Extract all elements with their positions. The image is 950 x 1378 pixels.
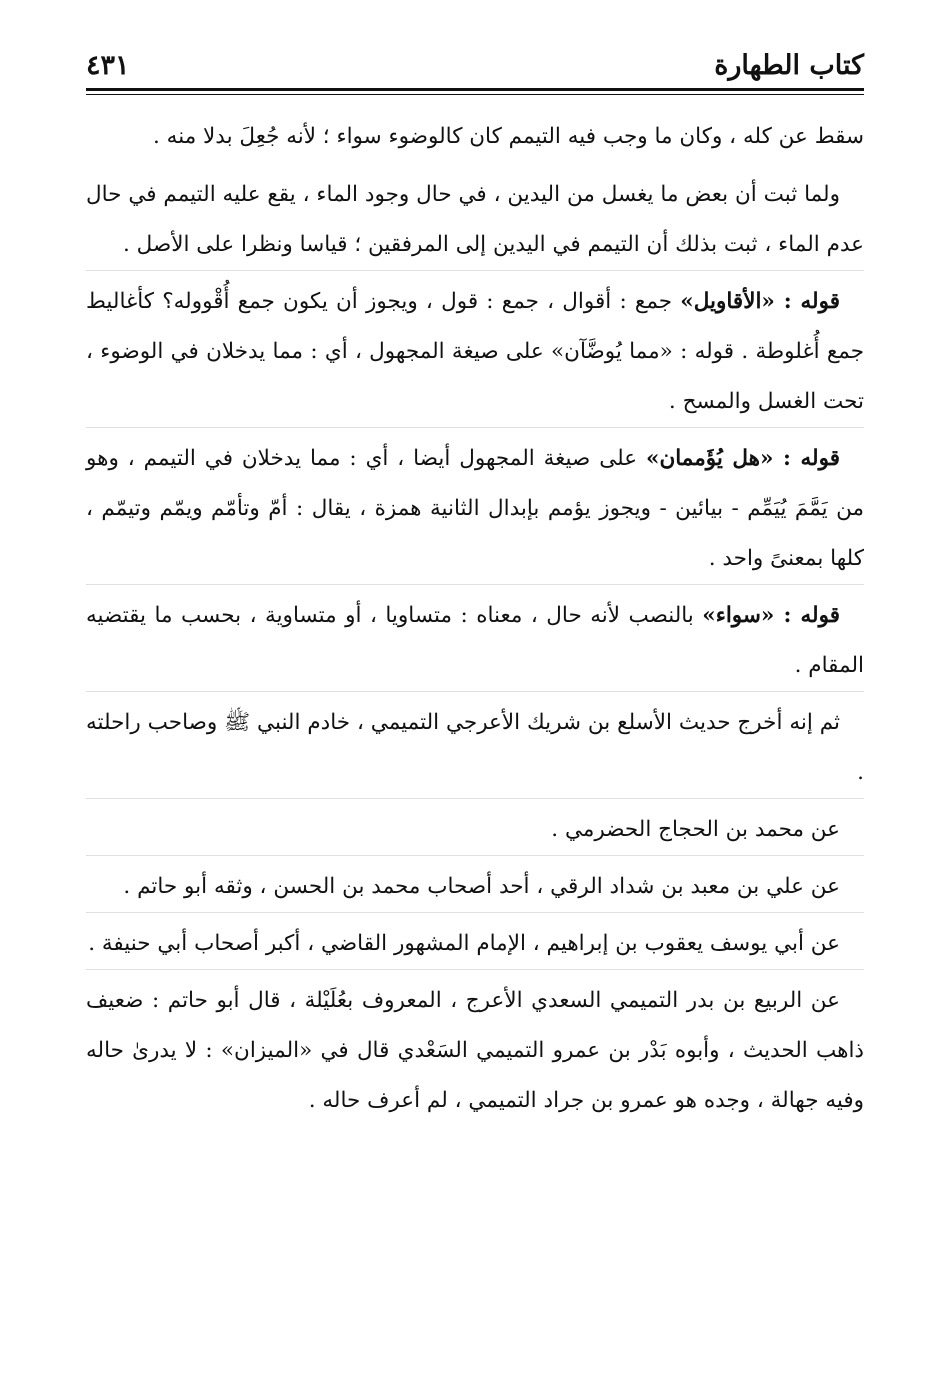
paragraph-text: جمع : أقوال ، جمع : قول ، ويجوز أن يكون جمع أُقْووله؟ كأغاليط جمع أُغلوطة . قوله : «مما يُوضَّآن» على صيغة المجهول ، أي : مما يدخلان في الوضوء ، تحت الغسل والمسح . — [86, 289, 864, 414]
paragraph-text: بالنصب لأنه حال ، معناه : متساويا ، أو متساوية ، بحسب ما يقتضيه المقام . — [86, 603, 864, 678]
paragraph-separator — [86, 427, 864, 428]
header-rule-thin — [86, 94, 864, 95]
paragraph-text: ثم إنه أخرج حديث الأسلع بن شريك الأعرجي التميمي ، خادم النبي ﷺ وصاحب راحلته . — [86, 710, 864, 785]
paragraph — [86, 698, 864, 798]
paragraph — [86, 976, 864, 1126]
paragraph-text: عن علي بن معبد بن شداد الرقي ، أحد أصحاب محمد بن الحسن ، وثقه أبو حاتم . — [123, 874, 840, 899]
paragraph-separator — [86, 969, 864, 970]
paragraph-text: عن أبي يوسف يعقوب بن إبراهيم ، الإمام المشهور القاضي ، أكبر أصحاب أبي حنيفة . — [88, 931, 840, 956]
paragraph-separator — [86, 270, 864, 271]
paragraph-text: سقط عن كله ، وكان ما وجب فيه التيمم كان كالوضوء سواء ؛ لأنه جُعِلَ بدلا منه . — [153, 124, 864, 149]
paragraph-separator — [86, 855, 864, 856]
header-rule — [86, 88, 864, 91]
paragraph-text: على صيغة المجهول أيضا ، أي : مما يدخلان في التيمم ، وهو من يَمَّمَ يُيَمِّم - بيائين - ويجوز يؤمم بإبدال الثانية همزة ، يقال : أمّ وتأمّم ويمّم وتيمّم ، كلها بمعنىً واحد . — [86, 446, 864, 571]
page-number: ٤٣١ — [86, 50, 130, 81]
paragraph-separator — [86, 691, 864, 692]
paragraph — [86, 591, 864, 691]
paragraph — [86, 277, 864, 427]
paragraph — [86, 434, 864, 584]
paragraph — [86, 919, 864, 969]
paragraph-text: ولما ثبت أن بعض ما يغسل من اليدين ، في حال وجود الماء ، يقع عليه التيمم في حال عدم الماء ، ثبت بذلك أن التيمم في اليدين إلى المرفقين ؛ قياسا ونظرا على الأصل . — [86, 182, 864, 257]
paragraph-text: عن الربيع بن بدر التميمي السعدي الأعرج ، المعروف بعُلَيْلة ، قال أبو حاتم : ضعيف ذاهب الحديث ، وأبوه بَدْر بن عمرو التميمي السَعْدي قال في «الميزان» : لا يدرىٰ حاله وفيه جهالة ، وجده هو عمرو بن جراد التميمي ، لم أعرف حاله . — [86, 988, 864, 1113]
text-body — [86, 112, 864, 1126]
chapter-title: كتاب الطهارة — [714, 50, 864, 81]
lemma: قوله : «الأقاويل» — [680, 289, 840, 314]
lemma: قوله : «سواء» — [702, 603, 840, 628]
paragraph — [86, 112, 864, 162]
paragraph — [86, 805, 864, 855]
running-header — [86, 38, 864, 94]
paragraph-separator — [86, 584, 864, 585]
paragraph — [86, 862, 864, 912]
paragraph-separator — [86, 912, 864, 913]
paragraph-text: عن محمد بن الحجاج الحضرمي . — [551, 817, 840, 842]
paragraph-separator — [86, 798, 864, 799]
paragraph — [86, 170, 864, 270]
lemma: قوله : «هل يُؤَممان» — [646, 446, 840, 471]
